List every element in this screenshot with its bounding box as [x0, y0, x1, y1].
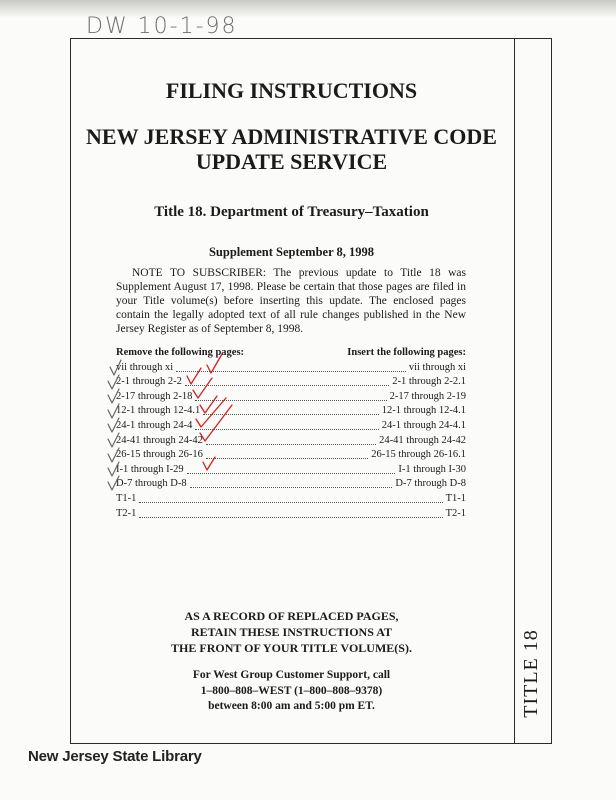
list-row	[116, 448, 466, 463]
remove-pages: D-7 through D-8	[116, 478, 187, 490]
record-line-3: THE FRONT OF YOUR TITLE VOLUME(S).	[171, 641, 412, 655]
dot-leader	[176, 371, 406, 372]
dot-leader	[206, 444, 376, 445]
dot-leader	[195, 400, 386, 401]
handwritten-note: DW 10-1-98	[86, 14, 238, 39]
list-row	[116, 433, 466, 448]
customer-support	[70, 668, 513, 715]
remove-header: Remove the following pages:	[116, 347, 245, 358]
spine-label	[520, 623, 542, 723]
insert-pages: 26-15 through 26-16.1	[371, 449, 466, 461]
support-hours: between 8:00 am and 5:00 pm ET.	[208, 700, 375, 712]
subtitle-line-2: UPDATE SERVICE	[195, 149, 388, 174]
dot-leader	[203, 414, 378, 415]
list-row	[116, 506, 466, 521]
insert-pages: 24-1 through 24-4.1	[381, 419, 466, 431]
insert-pages: T2-1	[445, 507, 466, 519]
insert-pages: I-1 through I-30	[398, 463, 466, 475]
dot-leader	[139, 502, 442, 503]
remove-pages: 12-1 through 12-4.1	[116, 405, 201, 417]
insert-pages: T1-1	[445, 492, 466, 504]
insert-pages: 2-17 through 2-19	[389, 390, 466, 402]
spine-label-text: TITLE 18	[519, 628, 542, 718]
supplement-date: Supplement September 8, 1998	[208, 245, 375, 259]
list-row	[116, 360, 466, 375]
page-subtitle	[70, 124, 513, 174]
page-replacement-list	[116, 346, 466, 521]
remove-pages: T1-1	[116, 492, 137, 504]
dot-leader	[190, 487, 393, 488]
record-line-2: RETAIN THESE INSTRUCTIONS AT	[190, 625, 393, 639]
list-row	[116, 375, 466, 390]
remove-pages: 26-15 through 26-16	[116, 449, 203, 461]
remove-pages: 24-1 through 24-4	[116, 419, 193, 431]
support-line-1: For West Group Customer Support, call	[192, 669, 391, 681]
insert-pages: 24-41 through 24-42	[379, 434, 466, 446]
remove-pages: 2-1 through 2-2	[116, 376, 182, 388]
remove-pages: I-1 through I-29	[116, 463, 184, 475]
list-row	[116, 389, 466, 404]
subtitle-line-1: NEW JERSEY ADMINISTRATIVE CODE	[86, 124, 497, 149]
library-stamp: New Jersey State Library	[28, 748, 202, 765]
record-instructions	[70, 608, 513, 656]
remove-pages: T2-1	[116, 507, 137, 519]
title-number: Title 18. Department of Treasury–Taxation	[154, 204, 429, 220]
remove-pages: 24-41 through 24-42	[116, 434, 203, 446]
list-row	[116, 404, 466, 419]
page-title: FILING INSTRUCTIONS	[165, 78, 418, 103]
record-line-1: AS A RECORD OF REPLACED PAGES,	[184, 609, 399, 623]
list-row	[116, 491, 466, 506]
insert-pages: 12-1 through 12-4.1	[381, 405, 466, 417]
support-phone: 1–800–808–WEST (1–800–808–9378)	[200, 684, 383, 697]
insert-pages: vii through xi	[408, 361, 466, 373]
list-row	[116, 477, 466, 492]
dot-leader	[139, 517, 442, 518]
dot-leader	[206, 458, 368, 459]
remove-pages: vii through xi	[116, 361, 174, 373]
list-row	[116, 462, 466, 477]
dot-leader	[185, 385, 389, 386]
remove-pages: 2-17 through 2-18	[116, 390, 193, 402]
dot-leader	[195, 429, 378, 430]
list-row	[116, 418, 466, 433]
insert-pages: D-7 through D-8	[395, 478, 466, 490]
subscriber-note: NOTE TO SUBSCRIBER: The previous update to Title 18 was Supplement August 17, 1998. Please be certain that those pages are filed in your Title volume(s) before inserting this update. The enclosed pages contain the legally adopted text of all rule changes published in the New Jersey Register as of September 8, 1998.	[116, 267, 466, 335]
list-header	[116, 346, 466, 360]
insert-header: Insert the following pages:	[347, 347, 466, 358]
dot-leader	[187, 473, 396, 474]
insert-pages: 2-1 through 2-2.1	[392, 376, 466, 388]
spine-tab	[511, 38, 552, 744]
